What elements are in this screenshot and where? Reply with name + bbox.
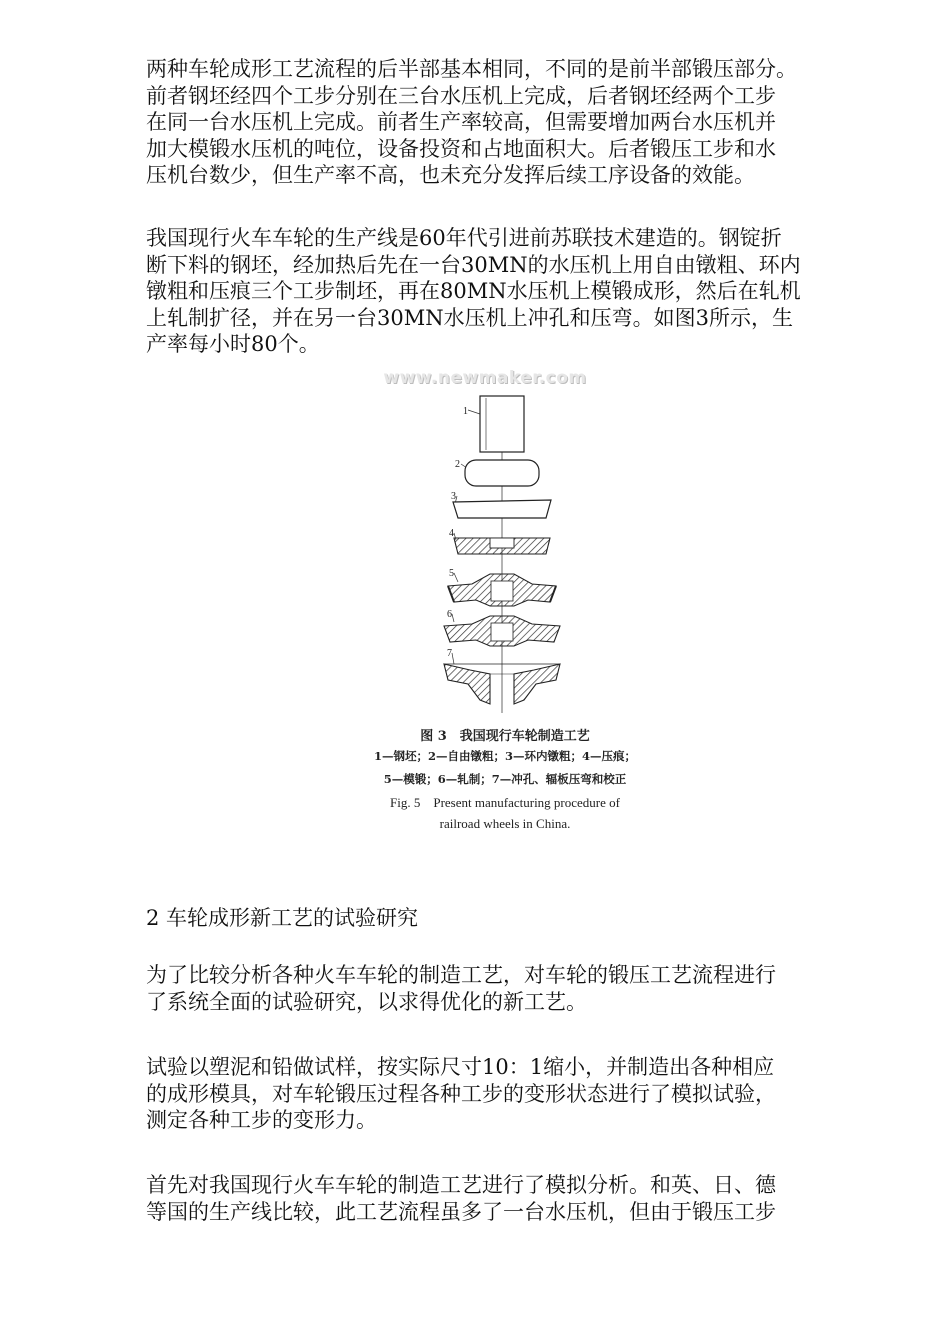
paragraph-4	[146, 1054, 886, 1134]
text-line: 了系统全面的试验研究，以求得优化的新工艺。	[146, 989, 587, 1014]
paragraph-2	[146, 225, 886, 358]
step-label-2: 2	[455, 459, 460, 470]
text-line: 我国现行火车车轮的生产线是60年代引进前苏联技术建造的。钢锭折	[146, 226, 782, 250]
figure-3	[340, 368, 670, 838]
text-line: 前者钢坯经四个工步分别在三台水压机上完成，后者钢坯经两个工步	[146, 83, 776, 108]
text-line: 压机台数少，但生产率不高，也未充分发挥后续工序设备的效能。	[146, 163, 755, 187]
process-diagram	[340, 388, 670, 718]
step-label-6: 6	[447, 609, 452, 620]
step-5-die-forging	[448, 574, 556, 606]
step-2-free-upsetting	[465, 460, 539, 486]
text-line: 两种车轮成形工艺流程的后半部基本相同，不同的是前半部锻压部分。	[146, 57, 797, 81]
text-line: 产率每小时80个。	[146, 332, 320, 356]
figure-caption-english-2: railroad wheels in China.	[439, 816, 571, 831]
figure-caption-legend-2: 5—模锻；6—轧制；7—冲孔、辐板压弯和校正	[383, 772, 627, 786]
text-line: 测定各种工步的变形力。	[146, 1108, 377, 1132]
step-1-billet	[480, 396, 524, 452]
step-label-4: 4	[449, 528, 454, 539]
text-line: 镦粗和压痕三个工步制坯，再在80MN水压机上模锻成形，然后在轧机	[146, 279, 801, 303]
step-label-5: 5	[449, 568, 454, 579]
paragraph-1	[146, 56, 886, 189]
section-heading: 2 车轮成形新工艺的试验研究	[146, 906, 419, 930]
figure-caption-legend-1: 1—钢坯；2—自由镦粗；3—环内镦粗；4—压痕；	[373, 749, 636, 763]
text-line: 断下料的钢坯，经加热后先在一台30MN的水压机上用自由镦粗、环内	[146, 252, 801, 277]
paragraph-3	[146, 962, 886, 1015]
text-line: 等国的生产线比较，此工艺流程虽多了一台水压机，但由于锻压工步	[146, 1199, 776, 1224]
step-label-1: 1	[463, 406, 468, 417]
step-3-ring-upsetting	[453, 500, 551, 518]
paragraph-5	[146, 1172, 886, 1225]
text-line: 试验以塑泥和铅做试样，按实际尺寸10：1缩小，并制造出各种相应	[146, 1055, 775, 1079]
text-line: 在同一台水压机上完成。前者生产率较高，但需要增加两台水压机并	[146, 110, 776, 134]
text-line: 为了比较分析各种火车车轮的制造工艺，对车轮的锻压工艺流程进行	[146, 963, 776, 987]
text-line: 首先对我国现行火车车轮的制造工艺进行了模拟分析。和英、日、德	[146, 1173, 776, 1197]
step-label-3: 3	[451, 491, 456, 502]
text-line: 加大模锻水压机的吨位，设备投资和占地面积大。后者锻压工步和水	[146, 136, 776, 161]
figure-caption-english-1: Fig. 5 Present manufacturing procedure of	[390, 795, 620, 810]
watermark: www.newmaker.com	[383, 368, 587, 388]
step-label-7: 7	[447, 648, 452, 659]
text-line: 上轧制扩径，并在另一台30MN水压机上冲孔和压弯。如图3所示，生	[146, 305, 793, 330]
text-line: 的成形模具，对车轮锻压过程各种工步的变形状态进行了模拟试验，	[146, 1081, 776, 1106]
step-6-rolling	[444, 616, 560, 646]
figure-caption-title: 图 3 我国现行车轮制造工艺	[420, 729, 590, 744]
step-4-impressing	[454, 538, 550, 554]
